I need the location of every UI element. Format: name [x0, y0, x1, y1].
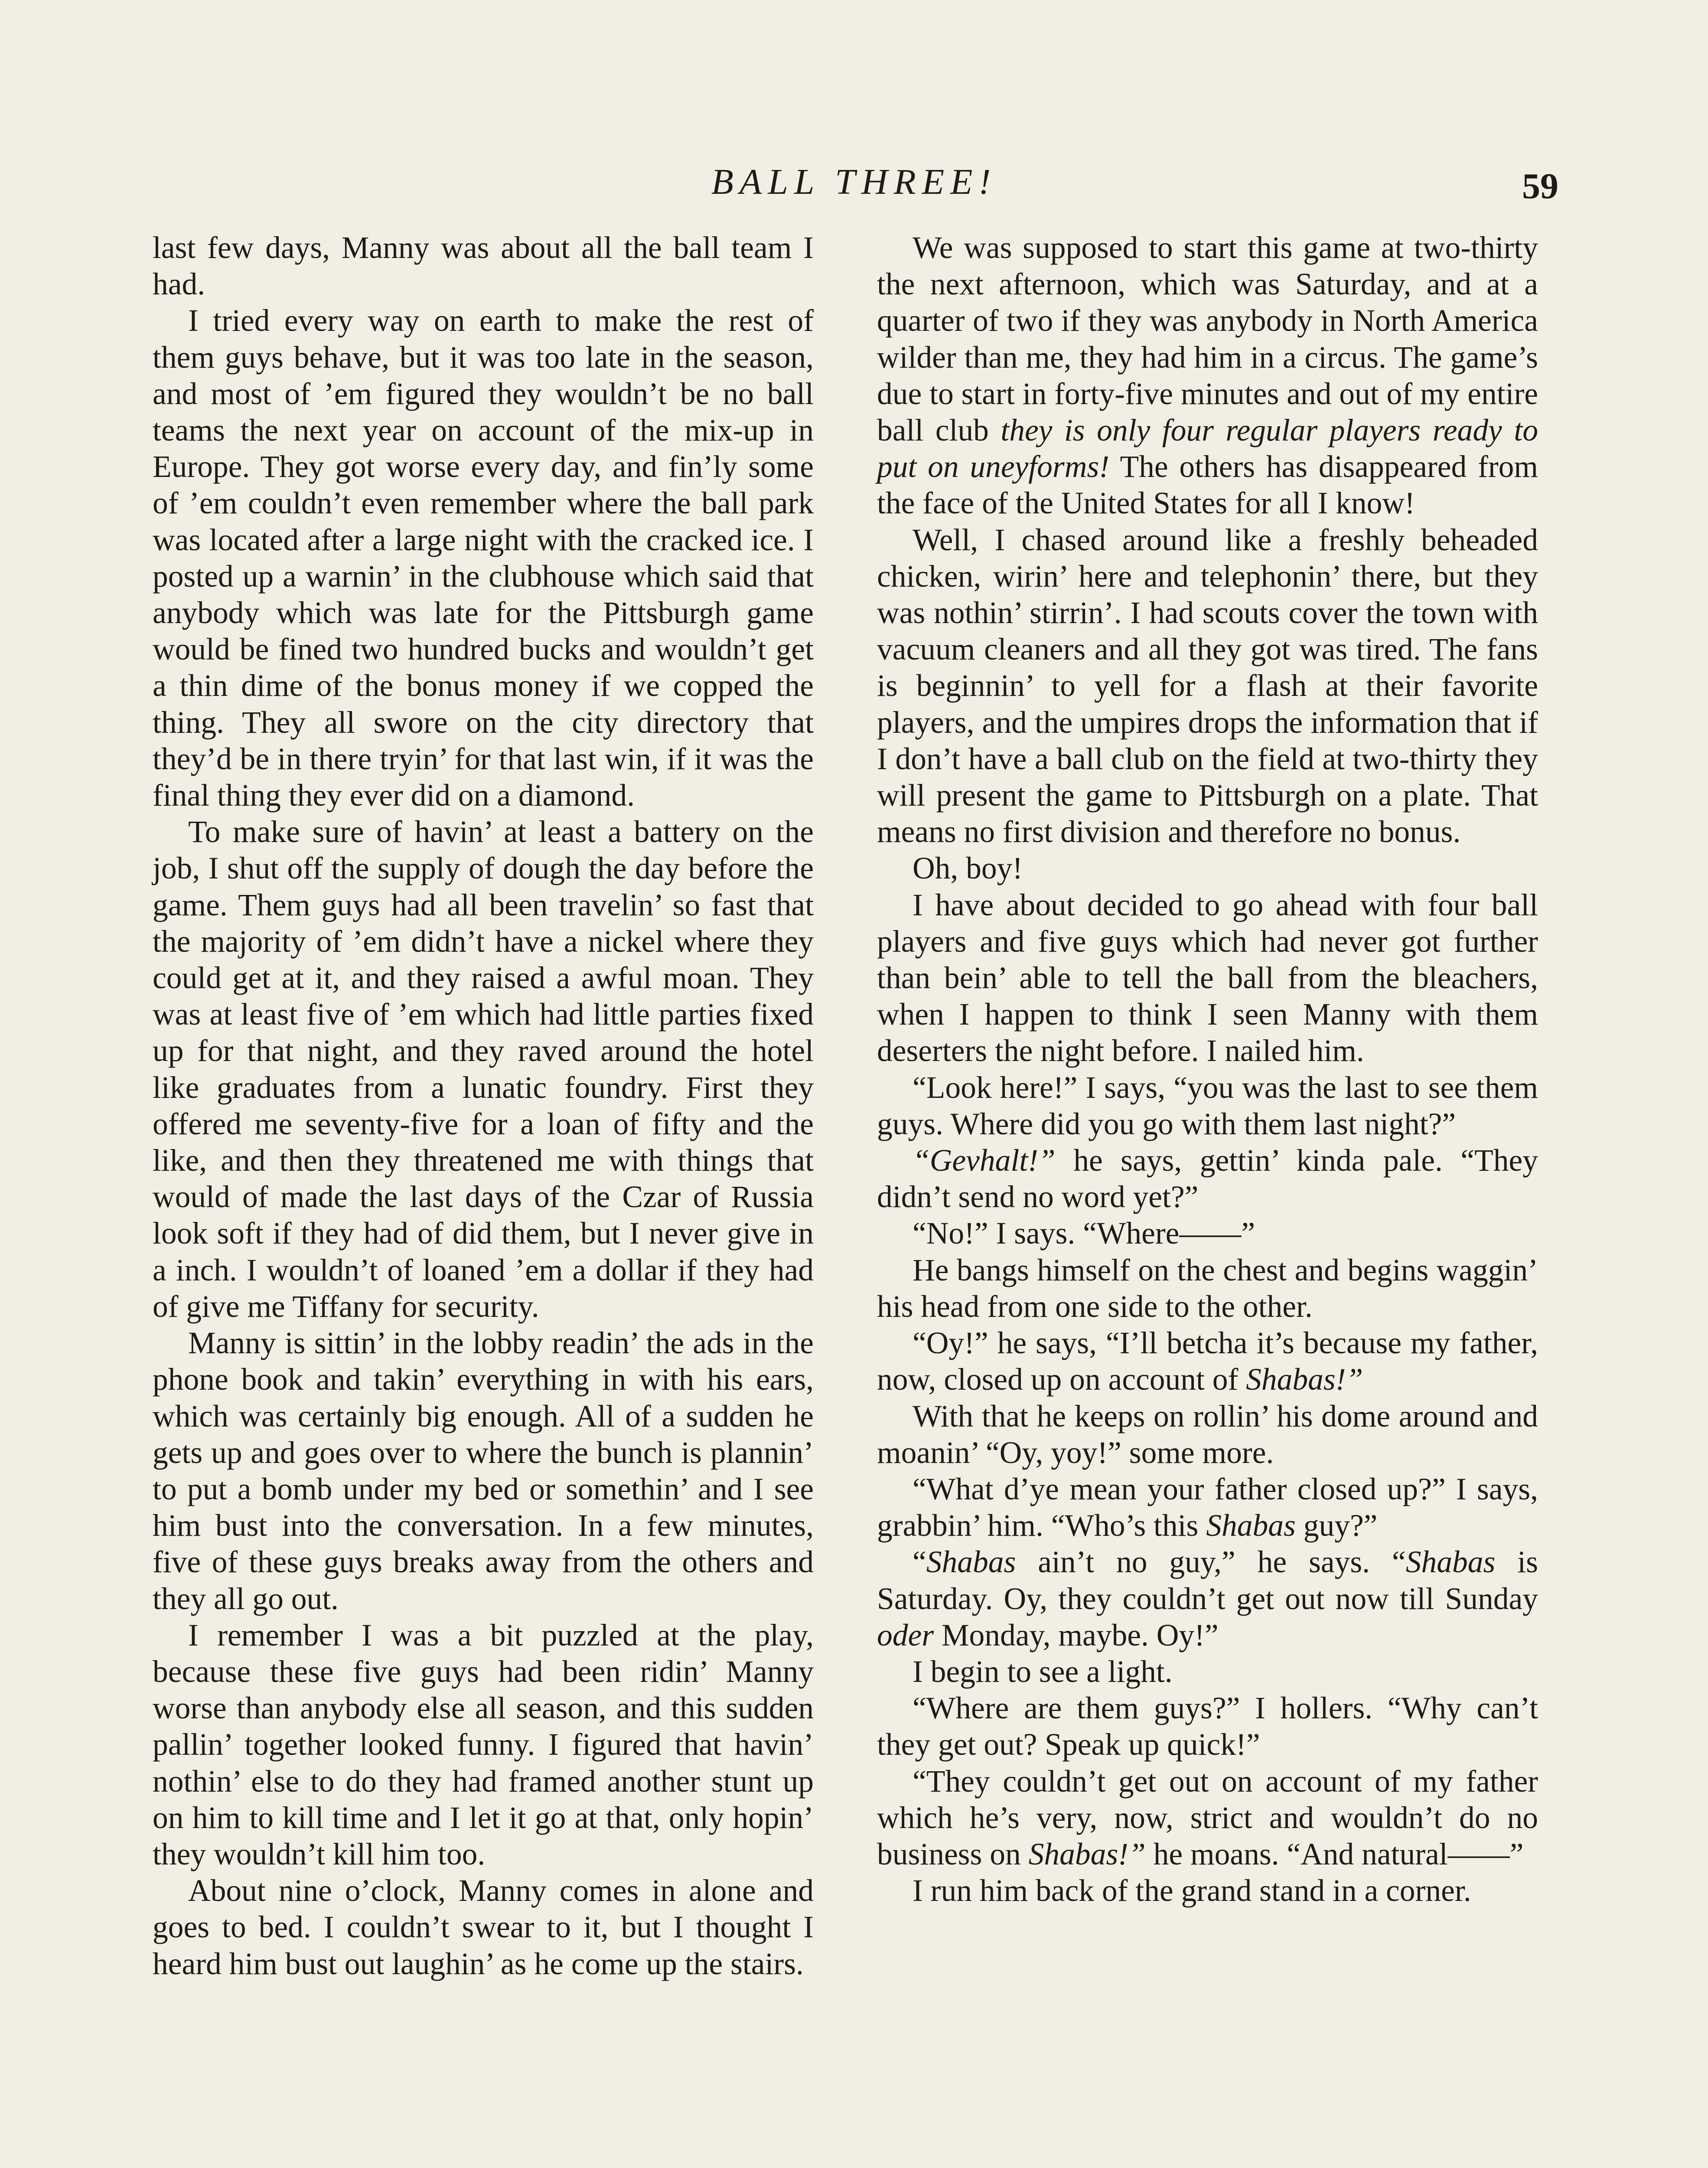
text-run: “They couldn’t get out on account of my father which he’s very, now, strict and wouldn’t do no business on: [877, 1764, 1538, 1871]
text-run: guy?”: [1295, 1508, 1378, 1543]
paragraph: [877, 1763, 1538, 1873]
paragraph: Manny is sittin’ in the lobby readin’ the ads in the phone book and takin’ everything in with his ears, which was certainly big enough. All of a sudden he gets up and goes over to where the bunch is plannin’ to put a bomb under my bed or somethin’ and I see him bust into the conversation. In a few minutes, five of these guys breaks away from the others and they all go out.: [153, 1326, 814, 1616]
text-run: “: [913, 1545, 926, 1580]
text-run: The others has disappeared from the face of the United States for all I know!: [877, 450, 1539, 521]
italic-text: Shabas: [1405, 1545, 1496, 1580]
left-column: [153, 230, 814, 1982]
paragraph: To make sure of havin’ at least a battery on the job, I shut off the supply of dough the day before the game. Them guys had all been travelin’ so fast that the majority of ’em didn’t have a nickel where they could get at it, and they raised a awful moan. They was at least five of ’em which had little parties fixed up for that night, and they raved around the hotel like graduates from a lunatic foundry. First they offered me seventy-five for a loan of fifty and the like, and then they threatened me with things that would of made the last days of the Czar of Russia look soft if they had of did them, but I never give in a inch. I wouldn’t of loaned ’em a dollar if they had of give me Tiffany for security.: [153, 815, 814, 1324]
text-run: We was supposed to start this game at two-thirty the next afternoon, which was Saturday, and at a quarter of two if they was anybody in North America wilder than me, they had him in a circus. The game’s due to start in forty-five minutes and out of my entire ball club: [877, 231, 1538, 448]
right-column: [877, 230, 1538, 1909]
paragraph: I run him back of the grand stand in a corner.: [913, 1874, 1471, 1908]
paragraph: I begin to see a light.: [913, 1654, 1173, 1689]
paragraph: Well, I chased around like a freshly beheaded chicken, wirin’ here and telephonin’ there, but they was nothin’ stirrin’. I had scouts cover the town with vacuum cleaners and all they got was tired. The fans is beginnin’ to yell for a flash at their favorite players, and the umpires drops the information that if I don’t have a ball club on the field at two-thirty they will present the game to Pittsburgh on a plate. That means no first division and therefore no bonus.: [877, 522, 1538, 849]
paragraph: With that he keeps on rollin’ his dome around and moanin’ “Oy, yoy!” some more.: [877, 1399, 1538, 1470]
italic-text: Shabas: [926, 1545, 1016, 1580]
running-title: BALL THREE!: [711, 162, 997, 202]
paragraph: He bangs himself on the chest and begins waggin’ his head from one side to the other.: [877, 1253, 1538, 1324]
paragraph: I have about decided to go ahead with four ball players and five guys which had never got further than bein’ able to tell the ball from the bleachers, when I happen to think I seen Manny with them deserters the night before. I nailed him.: [877, 888, 1538, 1068]
text-run: he moans. “And natural——”: [1145, 1837, 1524, 1871]
paragraph: [877, 1325, 1538, 1398]
italic-text: Shabas: [1206, 1508, 1296, 1543]
paragraph: I tried every way on earth to make the rest of them guys behave, but it was too late in the season, and most of ’em figured they wouldn’t be no ball teams the next year on account of the mix-up in Europe. They got worse every day, and fin’ly some of ’em couldn’t even remember where the ball park was located after a large night with the cracked ice. I posted up a warnin’ in the clubhouse which said that anybody which was late for the Pittsburgh game would be fined two hundred bucks and wouldn’t get a thin dime of the bonus money if we copped the thing. They all swore on the city directory that they’d be in there tryin’ for that last win, if it was the final thing they ever did on a diamond.: [153, 304, 814, 813]
italic-text: oder: [877, 1618, 934, 1652]
paragraph: I remember I was a bit puzzled at the play, because these five guys had been ridin’ Manny worse than anybody else all season, and this sudden pallin’ together looked funny. I figured that havin’ nothin’ else to do they had framed another stunt up on him to kill time and I let it go at that, only hopin’ they wouldn’t kill him too.: [153, 1618, 814, 1871]
italic-text: “Gevhalt!”: [913, 1143, 1056, 1178]
paragraph: last few days, Manny was about all the ball team I had.: [153, 231, 814, 302]
paragraph: “Look here!” I says, “you was the last to see them guys. Where did you go with them last night?”: [877, 1070, 1538, 1141]
paragraph: [877, 1471, 1538, 1544]
text-run: ain’t no guy,” he says. “: [1016, 1545, 1406, 1580]
italic-text: they is only four regular players ready to put on uneyforms!: [877, 413, 1538, 484]
italic-text: Shabas!”: [1028, 1837, 1146, 1871]
paragraph: Oh, boy!: [913, 851, 1023, 886]
paragraph: [877, 1143, 1538, 1215]
text-run: he says, gettin’ kinda pale. “They didn’t send no word yet?”: [877, 1143, 1538, 1215]
text-run: Monday, maybe. Oy!”: [934, 1618, 1219, 1652]
page-header: [0, 156, 1708, 208]
italic-text: Shabas!”: [1246, 1362, 1363, 1397]
paragraph: About nine o’clock, Manny comes in alone and goes to bed. I couldn’t swear to it, but I thought I heard him bust out laughin’ as he come up the stairs.: [153, 1874, 814, 1981]
paragraph: [877, 1544, 1538, 1654]
paragraph: “Where are them guys?” I hollers. “Why can’t they get out? Speak up quick!”: [877, 1691, 1538, 1762]
text-run: “Oy!” he says, “I’ll betcha it’s because my father, now, closed up on account of: [877, 1326, 1538, 1397]
page-number: 59: [1522, 166, 1558, 206]
text-run: “What d’ye mean your father closed up?” I says, grabbin’ him. “Who’s this: [877, 1472, 1538, 1543]
paragraph: “No!” I says. “Where——”: [913, 1216, 1255, 1251]
text-run: is Saturday. Oy, they couldn’t get out now till Sunday: [877, 1545, 1538, 1616]
paragraph: [877, 230, 1538, 522]
